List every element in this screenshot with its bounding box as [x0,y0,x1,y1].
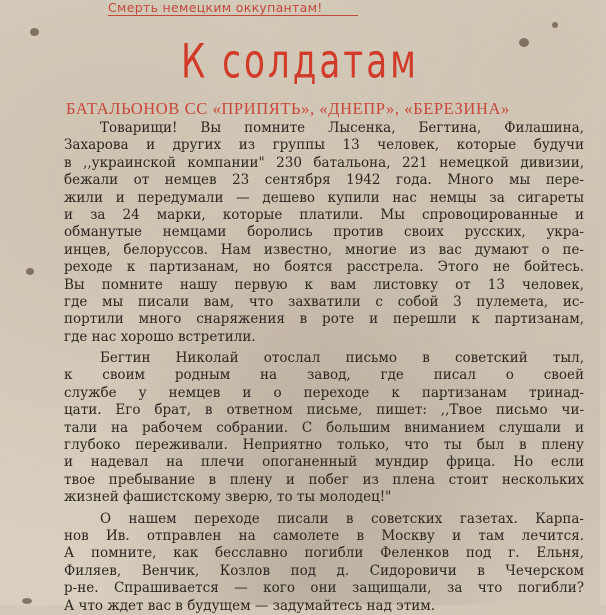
body-line: бежали от немцев 23 сентября 1942 года. Много мы пере- [64,172,584,189]
body-line: глубоко переживали. Неприятно только, что ты был в плену [64,437,584,454]
paper-stain [519,38,529,47]
paper-stain [552,22,558,28]
body-line: где мы писали вам, что захватили с собой 3 пулемета, ис- [64,293,584,310]
body-line: инцев, белоруссов. Нам известно, многие из вас думают о пе- [64,241,584,258]
body-line: жили и передумали — дешево купили нас немцы за сигареты [64,189,584,206]
paper-stain [26,268,34,275]
body-line: А помните, как бесславно погибли Феленков под г. Ельня, [64,545,584,562]
body-line: и надевал на плечи опоганенный мундир фрица. Но если [64,454,584,471]
body-line: р-не. Спрашивается — кого они защищали, за что погибли? [64,580,584,597]
leaflet-subtitle: БАТАЛЬОНОВ СС «ПРИПЯТЬ», «ДНЕПР», «БЕРЕЗИНА» [66,99,510,118]
body-line: О нашем переходе писали в советских газетах. Карпа- [100,510,584,527]
body-line: Захарова и других из группы 13 человек, которые будучи [64,137,584,154]
body-line: Вы помните нашу первую к вам листовку от 13 человек, [64,276,584,293]
body-line: к своим родным на завод, где писал о своей [64,367,584,384]
body-line: твое пребывание в плену и побег из плена стоит нескольких [64,471,584,488]
paper-stain [22,598,32,604]
body-line: Бегтин Николай отослал письмо в советский тыл, [100,350,584,367]
body-line: тали на рабочем собрании. С большим вниманием слушали и [64,419,584,436]
leaflet-body [64,120,584,615]
leaflet-title: К солдатам [181,33,419,89]
body-line: в ,,украинской компании" 230 батальона, 221 немецкой дивизии, [64,154,584,171]
body-line: Товарищи! Вы помните Лысенка, Бегтина, Филашина, [100,120,584,136]
body-line: жизней фашистскому зверю, то ты молодец!" [64,489,392,506]
header-slogan: Смерть немецким оккупантам! [108,0,358,16]
body-line: Филяев, Венчик, Козлов под д. Сидоровичи в Чечерском [64,562,584,579]
paper-stain [30,28,39,36]
body-line: и за 24 марки, которые платили. Мы спровоцированные и [64,206,584,223]
body-line: реходе к партизанам, но боятся расстрела. Этого не бойтесь. [64,259,584,276]
body-line: портили много снаряжения в роте и перешли к партизанам, [64,311,584,328]
body-line: А что ждет вас в будущем — задумайтесь над этим. [64,597,435,614]
body-line: обманутые немцами боролись против своих русских, укра- [64,224,584,241]
body-line: где нас хорошо встретили. [64,328,256,345]
body-line: службе у немцев и о переходе к партизанам тринад- [64,384,584,401]
body-line: цати. Его брат, в ответном письме, пишет: ,,Твое письмо чи- [64,402,584,419]
body-line: нов Ив. отправлен на самолете в Москву и там лечится. [64,527,584,544]
